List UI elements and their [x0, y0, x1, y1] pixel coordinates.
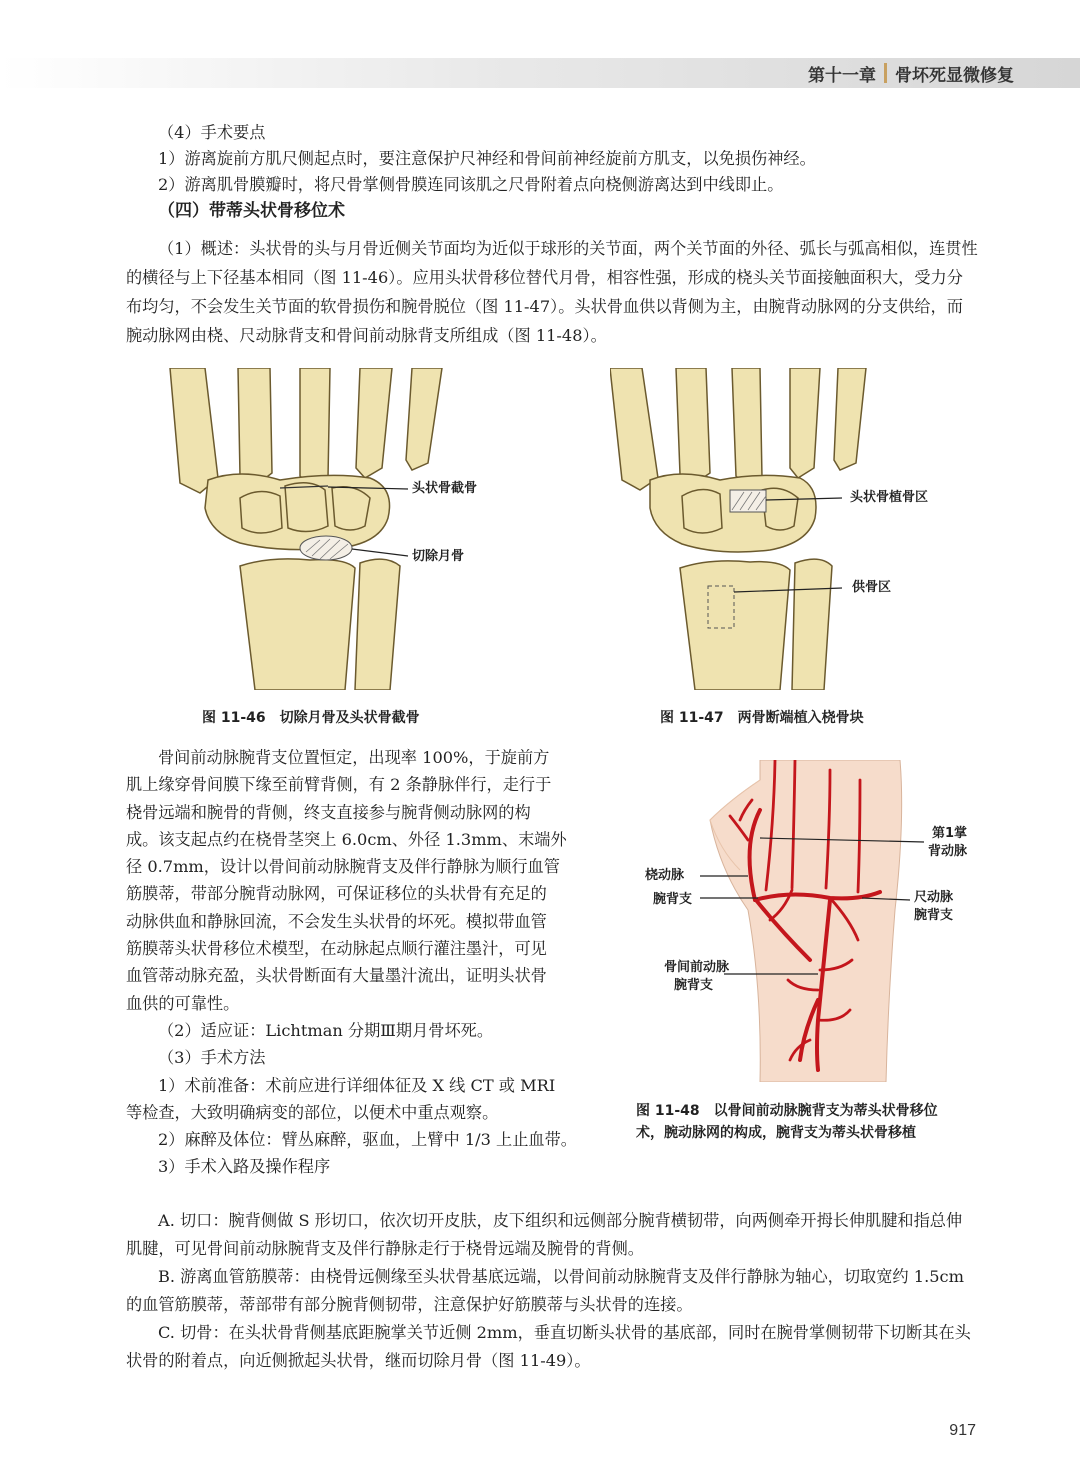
- chapter-number: 第十一章: [808, 65, 876, 86]
- label-radial-dorsal-carpal: 腕背支: [653, 892, 693, 907]
- paragraph-line: 血供的可靠性。: [126, 993, 240, 1013]
- paragraph-line: 径 0.7mm，设计以骨间前动脉腕背支及伴行静脉为顺行血管: [126, 857, 560, 877]
- caption-line: 图 11-48 以骨间前动脉腕背支为蒂头状骨移位: [636, 1103, 938, 1119]
- paragraph-line: 1）术前准备：术前应进行详细体征及 X 线 CT 或 MRI: [158, 1075, 556, 1095]
- paragraph: B. 游离血管筋膜蒂：由桡骨远侧缘至头状骨基底远端，以骨间前动脉腕背支及伴行静脉为轴心，切取宽约 1.5cm 的血管筋膜蒂，蒂部带有部分腕背侧韧带，注意保护好筋膜蒂与头状骨的连接。: [126, 1267, 964, 1314]
- label-anterior-interosseous: 骨间前动脉: [664, 960, 730, 975]
- paragraph: （2）适应证：Lichtman 分期Ⅲ期月骨坏死。: [158, 1020, 494, 1040]
- body-bottom: [126, 1207, 978, 1375]
- paragraph: C. 切骨：在头状骨背侧基底距腕掌关节近侧 2mm，垂直切断头状骨的基底部，同时在腕骨掌侧韧带下切断其在头状骨的附着点，向近侧掀起头状骨，继而切除月骨（图 11-49）。: [126, 1323, 971, 1370]
- body-middle: [126, 744, 616, 1181]
- label-first-dorsal-metacarpal-2: 背动脉: [928, 844, 968, 859]
- header-separator: [884, 63, 887, 83]
- label-capitate-graft-area: 头状骨植骨区: [850, 490, 929, 505]
- label-capitate-osteotomy: 头状骨截骨: [412, 481, 478, 496]
- paragraph-line: 动脉供血和静脉回流，不会发生头状骨的坏死。模拟带血管: [126, 911, 547, 931]
- label-ulnar-dorsal-carpal: 腕背支: [914, 908, 954, 923]
- figure-11-47-illustration: [610, 368, 940, 690]
- section-title: （四）带蒂头状骨移位术: [158, 201, 345, 221]
- label-first-dorsal-metacarpal-1: 第1掌: [932, 826, 968, 841]
- paragraph: 1）游离旋前方肌尺侧起点时，要注意保护尺神经和骨间前神经旋前方肌支，以免损伤神经。: [158, 149, 816, 168]
- paragraph-line: 筋膜蒂，带部分腕背动脉网，可保证移位的头状骨有充足的: [126, 884, 547, 904]
- paragraph-line: 骨间前动脉腕背支位置恒定，出现率 100%，于旋前方: [158, 748, 550, 767]
- paragraph: A. 切口：腕背侧做 S 形切口，依次切开皮肤，皮下组织和远侧部分腕背横韧带，向两侧牵开拇长伸肌腱和指总伸肌腱，可见骨间前动脉腕背支及伴行静脉走行于桡骨远端及腕骨的背侧。: [126, 1211, 963, 1258]
- paragraph: （3）手术方法: [158, 1048, 266, 1068]
- figure-11-46-caption: 图 11-46 切除月骨及头状骨截骨: [202, 710, 420, 726]
- label-lunate-excision: 切除月骨: [412, 549, 465, 564]
- paragraph-line: 成。该支起点约在桡骨茎突上 6.0cm、外径 1.3mm、末端外: [126, 829, 567, 849]
- paragraph-line: 血管蒂动脉充盈，头状骨断面有大量墨汁流出，证明头状骨: [126, 966, 547, 986]
- label-interosseous-dorsal-carpal: 腕背支: [674, 978, 714, 993]
- paragraph-line: 肌上缘穿骨间膜下缘至前臂背侧，有 2 条静脉伴行，走行于: [126, 775, 552, 795]
- label-donor-area: 供骨区: [852, 580, 892, 595]
- overview-paragraph-block: [126, 234, 978, 350]
- running-header: [808, 62, 1014, 84]
- paragraph-line: 等检查，大致明确病变的部位，以便术中重点观察。: [126, 1102, 499, 1122]
- caption-line: 术，腕动脉网的构成，腕背支为蒂头状骨移植: [636, 1125, 916, 1141]
- paragraph: 3）手术入路及操作程序: [158, 1157, 331, 1177]
- paragraph-line: 桡骨远端和腕骨的背侧，终支直接参与腕背侧动脉网的构: [126, 802, 531, 822]
- paragraph: （1）概述：头状骨的头与月骨近侧关节面均为近似于球形的关节面，两个关节面的外径、弧长与弧高相似，连贯性的横径与上下径基本相同（图 11-46）。应用头状骨移位替代月骨，相容性强，形成的桡头关节面接触面积大，受力分布均匀，不会发生关节面的软骨损伤和腕骨脱位（图 11-47）。头状骨血供以背侧为主，由腕背动脉网的分支供给，而腕动脉网由桡、尺动脉背支和骨间前动脉背支所组成（图 11-48）。: [126, 239, 978, 345]
- label-radial-artery: 桡动脉: [645, 868, 685, 883]
- chapter-title: 骨坏死显微修复: [895, 65, 1014, 86]
- paragraph: 2）游离肌骨膜瓣时，将尺骨掌侧骨膜连同该肌之尺骨附着点向桡侧游离达到中线即止。: [158, 175, 784, 194]
- figure-11-48-caption: [636, 1100, 938, 1144]
- figure-11-46-illustration: [160, 368, 520, 690]
- body-top: [158, 120, 978, 224]
- page-number: 917: [949, 1422, 976, 1439]
- paragraph: 2）麻醉及体位：臂丛麻醉，驱血，上臂中 1/3 上止血带。: [158, 1130, 577, 1150]
- paragraph: （4）手术要点: [158, 123, 266, 142]
- paragraph-line: 筋膜蒂头状骨移位术模型，在动脉起点顺行灌注墨汁，可见: [126, 939, 547, 959]
- figure-11-47-caption: 图 11-47 两骨断端植入桡骨块: [660, 710, 864, 726]
- label-ulnar-artery: 尺动脉: [914, 890, 954, 905]
